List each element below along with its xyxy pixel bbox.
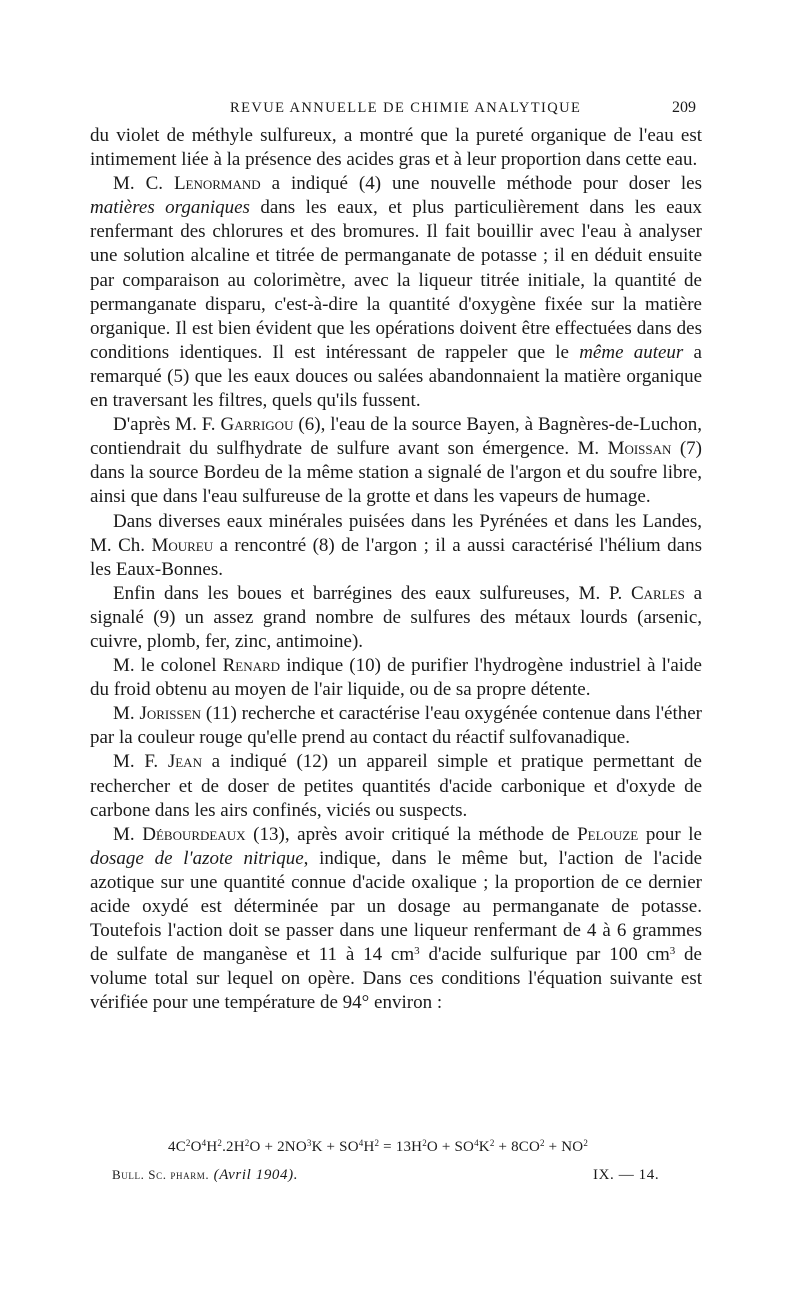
superscript: 2 xyxy=(583,1138,589,1148)
text-run: K xyxy=(478,1139,490,1155)
superscript: 2 xyxy=(244,1138,250,1148)
superscript: 3 xyxy=(669,945,676,958)
text-run: a rencontré (8) de l'argon ; il a aussi caractérisé l'hélium dans les Eaux-Bonnes. xyxy=(90,534,702,580)
footer-citation xyxy=(112,1167,298,1184)
paragraph xyxy=(90,413,702,509)
page-number: 209 xyxy=(672,99,696,116)
text-run: M. xyxy=(113,823,143,845)
text-run: H xyxy=(363,1139,375,1155)
superscript: 2 xyxy=(489,1138,495,1148)
text-run: pour le xyxy=(638,823,702,845)
text-run: M. xyxy=(113,703,140,725)
text-run: a indiqué (4) une nouvelle méthode pour doser les xyxy=(260,173,702,195)
text-run: (7) dans la source Bordeu de la même station a signalé de l'argon et du soufre libre, ainsi que dans l'eau sulfureuse de la grotte et dans les vapeurs de humage. xyxy=(90,438,702,508)
text-run: a montré que la pureté organique de l'eau est intimement liée à la présence des acides gras et à leur proportion dans cette eau. xyxy=(90,125,702,171)
issue-date: (Avril 1904). xyxy=(213,1167,299,1183)
text-run: de volume total sur lequel on opère. Dans ces conditions l'équation suivante est vérifiée pour une température de 94° environ : xyxy=(90,944,702,1014)
signature-mark: IX. — 14. xyxy=(593,1167,660,1183)
text-run: M. le colonel xyxy=(113,655,223,677)
superscript: 2 xyxy=(374,1138,380,1148)
text-run: indique (10) de purifier l'hydrogène industriel à l'aide du froid obtenu au moyen de l'air liquide, ou de sa propre détente. xyxy=(90,655,702,701)
text-run: + 8CO xyxy=(494,1139,541,1155)
text-run: = 13H xyxy=(379,1139,423,1155)
italic-term: matières organiques xyxy=(90,197,250,219)
text-run: M. F. xyxy=(113,751,168,773)
text-run: (13), après avoir critiqué la méthode de xyxy=(245,823,578,845)
text-run: O + SO xyxy=(426,1139,475,1155)
text-run: a remarqué (5) que les eaux douces ou salées abandonnaient la matière organique en traversant les filtres, quels qu'ils fussent. xyxy=(90,341,702,412)
paragraph xyxy=(90,172,702,413)
paragraph xyxy=(90,654,702,702)
superscript: 2 xyxy=(540,1138,545,1148)
journal-abbreviation: Bull. Sc. pharm. xyxy=(112,1167,210,1182)
author-name: Jorissen xyxy=(139,703,202,725)
text-run: + NO xyxy=(544,1139,584,1155)
text-run: dans les eaux, et plus particulièrement dans les eaux renfermant des chlorures et des bromures. Il fait bouillir avec l'eau à analyser une solution alcaline et titrée de permanganate de potasse ; il en déduit ensuite par comparaison au colorimètre, avec la liqueur titrée initiale, la quantité de permanganate disparu, c'est-à-dire la quantité d'oxygène fixée sur la matière organique. Il est bien évident que les opérations doivent être effectuées dans des conditions identiques. Il est intéressant de rappeler que le xyxy=(90,197,702,363)
author-name: Débourdeaux xyxy=(142,823,246,845)
text-run: du violet de méthyle sulfureux, xyxy=(90,125,344,146)
superscript: 2 xyxy=(185,1138,191,1148)
author-name: Renard xyxy=(222,655,281,677)
superscript: 4 xyxy=(358,1138,364,1148)
author-name: Lenormand xyxy=(173,173,261,195)
italic-term: même auteur xyxy=(579,341,684,363)
text-run: .2H xyxy=(222,1139,245,1155)
text-run: d'acide sulfurique par 100 cm xyxy=(419,944,670,966)
paragraph xyxy=(90,823,702,1016)
italic-term: dosage de l'azote nitrique xyxy=(90,847,304,869)
superscript: 4 xyxy=(201,1138,207,1148)
text-run: O + 2NO xyxy=(249,1139,307,1155)
text-run: Dans diverses eaux minérales puisées dans les Pyrénées et dans les Landes, M. Ch. xyxy=(90,510,702,556)
text-run: K + SO xyxy=(311,1139,359,1155)
paragraph xyxy=(90,510,702,582)
text-run: H xyxy=(206,1139,218,1155)
text-run: (6), l'eau de la source Bayen, à Bagnères-de-Luchon, contiendrait du sulfhydrate de sulfure avant son émergence. M. xyxy=(90,414,703,460)
author-name: Pelouze xyxy=(577,823,639,845)
author-name: Garrigou xyxy=(220,414,294,436)
text-run: O xyxy=(190,1139,202,1155)
paragraph xyxy=(90,750,702,822)
text-run: M. C. xyxy=(113,173,174,195)
superscript: 3 xyxy=(306,1138,312,1148)
text-run: a signalé (9) un assez grand nombre de sulfures des métaux lourds (arsenic, cuivre, plomb, fer, zinc, antimoine). xyxy=(90,582,703,652)
paragraph xyxy=(90,582,702,654)
superscript: 2 xyxy=(422,1138,427,1148)
text-run: 4C xyxy=(168,1139,186,1155)
superscript: 2 xyxy=(217,1138,223,1148)
chemical-equation xyxy=(168,1139,588,1156)
superscript: 3 xyxy=(414,945,420,958)
article-body xyxy=(90,124,702,1015)
author-name: Jean xyxy=(167,751,202,773)
text-run: Enfin dans les boues et barrégines des eaux sulfureuses, M. P. xyxy=(113,582,631,604)
author-name: Moureu xyxy=(151,534,214,556)
paragraph xyxy=(90,124,702,172)
text-run: D'après M. F. xyxy=(113,414,221,436)
paragraph xyxy=(90,702,702,750)
running-title: REVUE ANNUELLE DE CHIMIE ANALYTIQUE xyxy=(230,100,582,116)
superscript: 4 xyxy=(474,1138,479,1148)
author-name: Moissan xyxy=(607,438,672,460)
text-run: , indique, dans le même but, l'action de l'acide azotique sur une quantité connue d'acide oxalique ; la proportion de ce dernier acide oxydé est déterminée par un dosage au permanganate de potasse. Toutefois l'action doit se passer dans une liqueur renfermant de 4 à 6 grammes de sulfate de manganèse et 11 à 14 cm xyxy=(90,847,702,966)
text-run: (11) recherche et caractérise l'eau oxygénée contenue dans l'éther par la couleur rouge qu'elle prend au contact du réactif sulfovanadique. xyxy=(90,703,702,749)
text-run: a indiqué (12) un appareil simple et pratique permettant de rechercher et de doser de petites quantités d'acide carbonique et d'oxyde de carbone dans les airs confinés, viciés ou suspects. xyxy=(90,751,702,821)
author-name: Carles xyxy=(630,582,685,604)
